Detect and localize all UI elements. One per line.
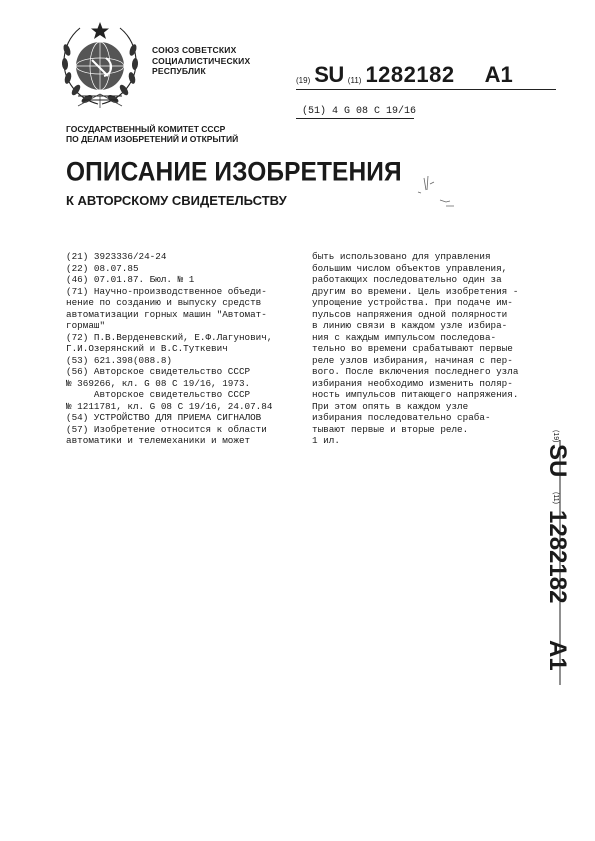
text-line: избирания последовательно сраба-	[312, 412, 491, 423]
side-country-code: SU	[544, 444, 571, 478]
committee-line: ГОСУДАРСТВЕННЫЙ КОМИТЕТ СССР	[66, 124, 226, 134]
text-line: Г.И.Озерянский и В.С.Туткевич	[66, 343, 228, 354]
side-patent-label	[516, 430, 576, 690]
patent-number-block	[296, 62, 513, 88]
document-subtitle: К АВТОРСКОМУ СВИДЕТЕЛЬСТВУ	[66, 193, 287, 208]
inid-code-19: (19)	[296, 76, 311, 85]
text-line: автоматизации горных машин "Автомат-	[66, 308, 267, 320]
text-line: в линию связи в каждом узле избира-	[312, 320, 508, 331]
side-kind-code: A1	[544, 640, 571, 671]
patent-number: 1282182	[365, 62, 455, 87]
text-line: (46) 07.01.87. Бюл. № 1	[66, 274, 195, 285]
side-code-19: (19)	[552, 430, 559, 443]
text-line: При этом опять в каждом узле	[312, 400, 469, 412]
library-stamp-mark	[410, 170, 470, 220]
country-code: SU	[314, 62, 344, 87]
text-line: другим во времени. Цель изобретения -	[312, 285, 519, 297]
text-line: пульсов напряжения одной полярности	[312, 308, 508, 320]
text-line: (54) УСТРОЙСТВО ДЛЯ ПРИЕМА СИГНАЛОВ	[66, 412, 262, 423]
kind-code: A1	[484, 62, 513, 87]
text-line: быть использовано для управления	[312, 251, 491, 262]
state-name	[152, 45, 250, 77]
text-line: № 369266, кл. G 08 C 19/16, 1973.	[66, 377, 251, 389]
text-line: упрощение устройства. При подаче им-	[312, 297, 513, 308]
text-line: реле узлов избирания, начиная с пер-	[312, 354, 513, 366]
text-line: (22) 08.07.85	[66, 262, 139, 274]
state-name-line: СОЮЗ СОВЕТСКИХ	[152, 45, 237, 55]
text-line: Авторское свидетельство СССР	[66, 389, 251, 400]
divider	[296, 89, 556, 90]
divider	[296, 118, 414, 119]
text-line: гормаш"	[66, 320, 106, 331]
side-code-11: (11)	[552, 492, 559, 504]
text-line: нение по созданию и выпуску средств	[66, 297, 262, 308]
text-line: 1 ил.	[312, 435, 340, 446]
state-name-line: РЕСПУБЛИК	[152, 66, 206, 76]
document-title: ОПИСАНИЕ ИЗОБРЕТЕНИЯ	[66, 158, 402, 188]
text-line: ния с каждым импульсом последова-	[312, 331, 497, 343]
state-name-line: СОЦИАЛИСТИЧЕСКИХ	[152, 55, 251, 66]
text-line: большим числом объектов управления,	[312, 262, 508, 274]
text-line: (72) П.В.Верденевский, Е.Ф.Лагунович,	[66, 331, 273, 343]
text-line: (71) Научно-производственное объеди-	[66, 285, 267, 297]
committee-line: ПО ДЕЛАМ ИЗОБРЕТЕНИЙ И ОТКРЫТИЙ	[66, 134, 239, 144]
bibliographic-column	[66, 251, 272, 447]
text-line: (21) 3923336/24-24	[66, 251, 167, 262]
text-line: тывают первые и вторые реле.	[312, 423, 469, 435]
committee-name	[66, 124, 238, 144]
text-line: № 1211781, кл. G 08 C 19/16, 24.07.84	[66, 400, 273, 412]
side-patent-number: 1282182	[544, 510, 571, 604]
text-line: автоматики и телемеханики и может	[66, 435, 251, 446]
text-line: работающих последовательно один за	[312, 274, 502, 285]
ussr-emblem-icon	[58, 20, 142, 110]
text-line: ность импульсов питающего напряжения.	[312, 389, 519, 400]
text-line: (56) Авторское свидетельство СССР	[66, 366, 251, 377]
abstract-column	[312, 251, 518, 447]
text-line: тельно во времени срабатывают первые	[312, 343, 513, 354]
text-line: (57) Изобретение относится к области	[66, 423, 267, 435]
text-line: вого. После включения последнего узла	[312, 366, 519, 377]
ipc-classification: (51) 4 G 08 C 19/16	[302, 106, 417, 117]
text-line: избирания необходимо изменить поляр-	[312, 377, 513, 389]
inid-code-11: (11)	[347, 76, 362, 85]
text-line: (53) 621.398(088.8)	[66, 354, 173, 366]
